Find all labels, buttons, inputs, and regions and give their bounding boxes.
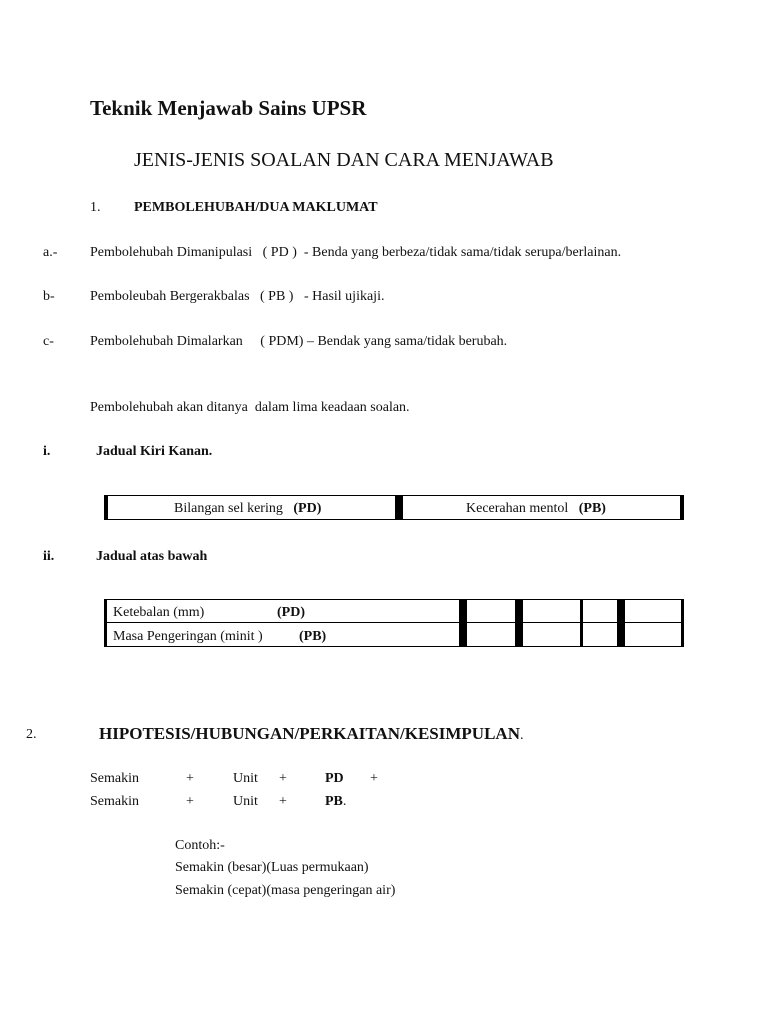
table1-right-text: Kecerahan mentol xyxy=(466,501,569,516)
formula-plus: + xyxy=(186,771,194,786)
table2-col-divider xyxy=(459,599,467,647)
formula-variable: PB xyxy=(325,794,343,809)
formula-word: Semakin xyxy=(90,771,139,786)
formula-plus: + xyxy=(370,771,378,786)
section1-number: 1. xyxy=(90,200,101,215)
section2-number: 2. xyxy=(26,727,37,742)
table2-row2-tag: (PB) xyxy=(299,629,327,644)
formula-variable: PD xyxy=(325,771,344,786)
table-top-bottom xyxy=(104,599,684,647)
table1-left-tag: (PD) xyxy=(293,501,322,516)
formula-plus: + xyxy=(279,794,287,809)
table1-right-tag: (PB) xyxy=(578,501,606,516)
table2-row1-text: Ketebalan (mm) xyxy=(113,605,205,620)
table2-row2-text: Masa Pengeringan (minit ) xyxy=(113,629,263,644)
formula-word: Semakin xyxy=(90,794,139,809)
example-label: Contoh:- xyxy=(175,838,225,853)
table-divider xyxy=(395,495,403,520)
table1-right-cell xyxy=(466,501,606,517)
item-b-label: b- xyxy=(43,289,55,304)
formula-variable-line xyxy=(325,794,346,810)
section2-title: HIPOTESIS/HUBUNGAN/PERKAITAN/KESIMPULAN xyxy=(99,724,520,743)
example-line: Semakin (cepat)(masa pengeringan air) xyxy=(175,883,396,898)
formula-word: Unit xyxy=(233,794,258,809)
document-title: Teknik Menjawab Sains UPSR xyxy=(90,96,367,120)
sub-ii-title: Jadual atas bawah xyxy=(96,549,208,564)
sub-i-label: i. xyxy=(43,444,51,459)
main-heading: JENIS-JENIS SOALAN DAN CARA MENJAWAB xyxy=(134,149,554,171)
item-c-text: Pembolehubah Dimalarkan ( PDM) – Bendak yang sama/tidak berubah. xyxy=(90,334,508,349)
item-b-text: Pemboleubah Bergerakbalas ( PB ) - Hasil ujikaji. xyxy=(90,289,385,304)
sub-ii-label: ii. xyxy=(43,549,55,564)
sub-i-title: Jadual Kiri Kanan. xyxy=(96,444,213,459)
formula-word: Unit xyxy=(233,771,258,786)
table2-row1 xyxy=(113,605,305,621)
formula-plus: + xyxy=(186,794,194,809)
table1-left-text: Bilangan sel kering xyxy=(174,501,283,516)
table2-row-divider xyxy=(107,622,681,623)
table-left-right xyxy=(104,495,684,520)
formula-plus: + xyxy=(279,771,287,786)
table2-col-divider xyxy=(617,599,625,647)
table2-row2 xyxy=(113,629,327,645)
section1-title: PEMBOLEHUBAH/DUA MAKLUMAT xyxy=(134,200,378,215)
item-a-label: a.- xyxy=(43,245,58,260)
section2-title-line xyxy=(99,724,523,744)
table2-col-divider xyxy=(515,599,523,647)
formula-end: . xyxy=(342,794,347,809)
item-c-label: c- xyxy=(43,334,54,349)
table1-left-cell xyxy=(174,501,321,517)
intro-text: Pembolehubah akan ditanya dalam lima keadaan soalan. xyxy=(90,400,410,415)
section2-title-suffix: . xyxy=(519,728,524,743)
example-line: Semakin (besar)(Luas permukaan) xyxy=(175,860,369,875)
table2-row1-tag: (PD) xyxy=(277,605,305,620)
table2-col-divider xyxy=(580,599,583,647)
item-a-text: Pembolehubah Dimanipulasi ( PD ) - Benda yang berbeza/tidak sama/tidak serupa/berlainan. xyxy=(90,245,622,260)
